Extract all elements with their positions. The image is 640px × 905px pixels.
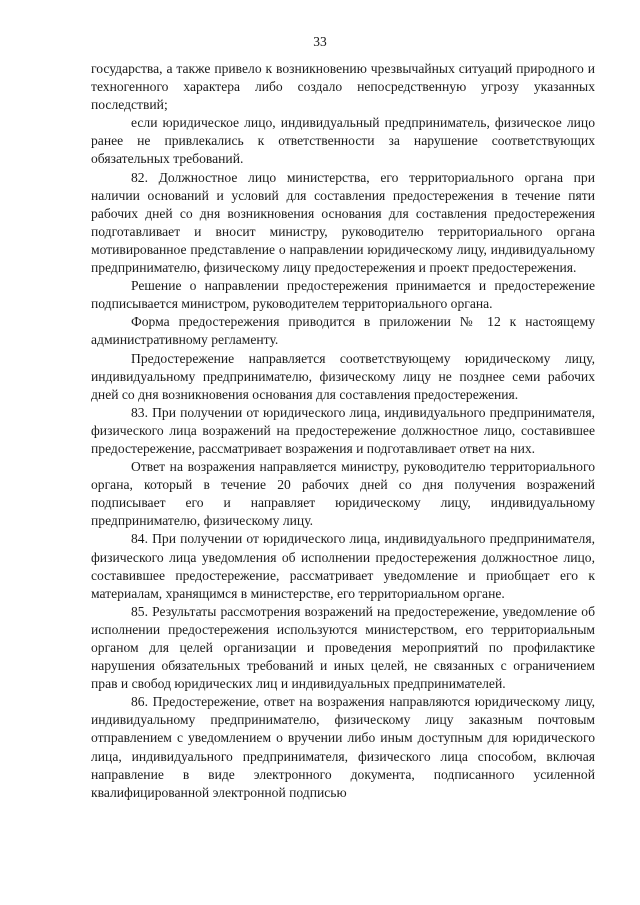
page-number: 33: [313, 34, 327, 49]
paragraph-p10: 86. Предостережение, ответ на возражения направляются юридическому лицу, индивидуальному предпринимателю, физическому лицу заказным почтовым отправлением с уведомлением о вручении либо иным доступным для юридического лица, индивидуального предпринимателя, физического лица способом, включая направление в виде электронного документа, подписанного усиленной квалифицированной электронной подписью: [91, 694, 595, 800]
paragraph-p4: Форма предостережения приводится в приложении № 12 к настоящему административному регламенту.: [91, 314, 595, 348]
document-body: [91, 60, 595, 802]
paragraph-p8: 84. При получении от юридического лица, индивидуального предпринимателя, физического лица уведомления об исполнении предостережения должностное лицо, составившее предостережение, рассматривает уведомление и приобщает его к материалам, хранящимся в министерстве, его территориальном органе.: [91, 531, 595, 601]
paragraph-p6: 83. При получении от юридического лица, индивидуального предпринимателя, физического лица возражений на предостережение должностное лицо, составившее предостережение, рассматривает возражения и подготавливает ответ на них.: [91, 404, 595, 456]
paragraph-p5: Предостережение направляется соответствующему юридическому лицу, индивидуальному предпринимателю, физическому лицу не позднее семи рабочих дней со дня возникновения основания для составления предостережения.: [91, 350, 595, 402]
paragraph-p9: 85. Результаты рассмотрения возражений на предостережение, уведомление об исполнении предостережения используются министерством, его территориальным органом для целей организации и проведения мероприятий по профилактике нарушения обязательных требований и иных целей, не связанных с ограничением прав и свобод юридических лиц и индивидуальных предпринимателей.: [91, 603, 595, 692]
paragraph-p1: если юридическое лицо, индивидуальный предприниматель, физическое лицо ранее не привлекались к ответственности за нарушение соответствующих обязательных требований.: [91, 115, 595, 167]
paragraph-p3: Решение о направлении предостережения принимается и предостережение подписывается министром, руководителем территориального органа.: [91, 278, 595, 312]
paragraph-p7: Ответ на возражения направляется министру, руководителю территориального органа, который в течение 20 рабочих дней со дня получения возражений подписывает его и направляет юридическому лицу, индивидуальному предпринимателю, физическому лицу.: [91, 459, 595, 529]
paragraph-p2: 82. Должностное лицо министерства, его территориального органа при наличии оснований и условий для составления предостережения в течение пяти рабочих дней со дня возникновения основания для составления предостережения подготавливает и вносит министру, руководителю территориального органа мотивированное представление о направлении юридическому лицу, индивидуальному предпринимателю, физическому лицу предостережения и проект предостережения.: [91, 169, 595, 276]
paragraph-p0: государства, а также привело к возникновению чрезвычайных ситуаций природного и техногенного характера либо создало непосредственную угрозу указанных последствий;: [91, 61, 595, 113]
